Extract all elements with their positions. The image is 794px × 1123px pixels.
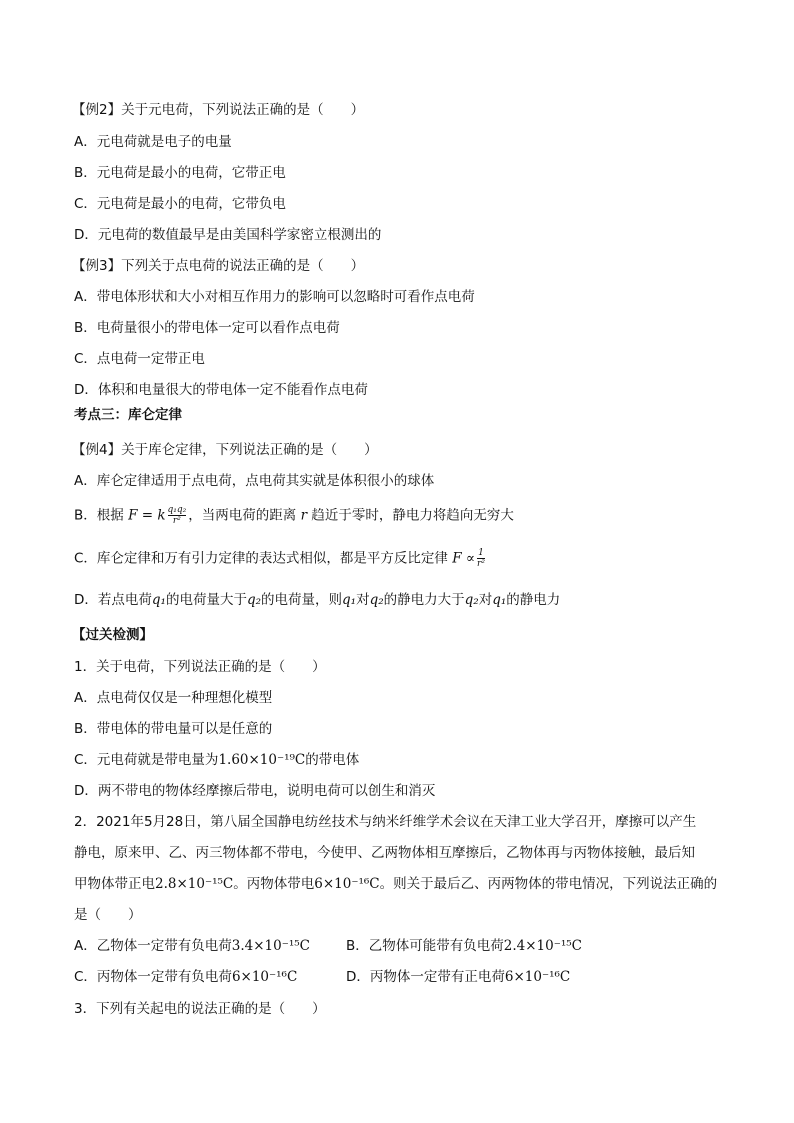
question-2-options-row-1	[74, 936, 310, 956]
proportional-formula: F ∝	[452, 550, 476, 567]
inverse-square-fraction	[477, 548, 485, 569]
option-c-suffix: 的带电体	[305, 752, 360, 768]
charge-value: 2.8×10⁻¹⁵C	[155, 876, 234, 892]
fraction-denominator: r²	[477, 559, 485, 569]
question-2-option-c	[74, 967, 297, 987]
example-2-stem: 【例2】关于元电荷，下列说法正确的是（ ）	[72, 102, 365, 118]
option-b-suffix: 趋近于零时，静电力将趋向无穷大	[311, 507, 514, 524]
example-2-option-a: A．元电荷就是电子的电量	[74, 134, 232, 150]
question-2-line-4: 是（ ）	[74, 907, 142, 923]
option-text: C．丙物体一定带有负电荷	[74, 969, 232, 985]
example-3-option-a: A．带电体形状和大小对相互作用力的影响可以忽略时可看作点电荷	[74, 289, 475, 305]
option-d-part: 的静电力大于	[383, 592, 465, 608]
example-4-stem: 【例4】关于库仑定律，下列说法正确的是（ ）	[72, 442, 378, 458]
option-text: A．乙物体一定带有负电荷	[74, 938, 232, 954]
example-4-option-b	[74, 505, 514, 526]
question-3-stem: 3．下列有关起电的说法正确的是（ ）	[74, 1001, 326, 1017]
question-2-line-3	[74, 874, 717, 894]
question-1-option-d: D．两不带电的物体经摩擦后带电，说明电荷可以创生和消灭	[74, 783, 436, 799]
fraction-numerator: 1	[478, 548, 484, 558]
example-3-stem: 【例3】下列关于点电荷的说法正确的是（ ）	[72, 258, 365, 274]
fraction-denominator: r²	[172, 516, 181, 526]
charge-symbol: q₁	[342, 592, 357, 608]
question-2-option-d	[346, 967, 570, 987]
question-2-option-a	[74, 938, 310, 954]
line-3-part: 。丙物体带电	[233, 876, 315, 892]
example-3-option-b: B．电荷量很小的带电体一定可以看作点电荷	[74, 320, 340, 336]
option-c-text: C．库仑定律和万有引力定律的表达式相似，都是平方反比定律	[74, 550, 448, 567]
charge-value: 1.60×10⁻¹⁹C	[218, 752, 306, 768]
charge-value: 3.4×10⁻¹⁵C	[231, 938, 310, 954]
charge-symbol: q₁	[492, 592, 507, 608]
example-3-option-c: C．点电荷一定带正电	[74, 351, 205, 367]
charge-value: 6×10⁻¹⁶C	[504, 969, 571, 985]
charge-symbol: q₁	[151, 592, 166, 608]
question-1-option-a: A．点电荷仅仅是一种理想化模型	[74, 690, 273, 706]
option-d-part: 的电荷量，则	[261, 592, 343, 608]
question-2-line-1: 2．2021年5月28日，第八届全国静电纺丝技术与纳米纤维学术会议在天津工业大学召开，摩擦可以产生	[74, 814, 697, 830]
question-1-option-b: B．带电体的带电量可以是任意的	[74, 721, 273, 737]
option-text: D．丙物体一定带有正电荷	[346, 969, 505, 985]
example-4-option-c	[74, 548, 487, 569]
question-1-option-c	[74, 750, 359, 770]
line-3-part: 甲物体带正电	[74, 876, 155, 892]
coulomb-formula-lhs: F = k	[128, 507, 166, 524]
question-1-stem: 1．关于电荷，下列说法正确的是（ ）	[74, 659, 326, 675]
charge-symbol: q₂	[464, 592, 479, 608]
option-text: B．乙物体可能带有负电荷	[346, 938, 504, 954]
fraction-numerator: q₁q₂	[167, 505, 187, 515]
example-4-option-d	[74, 590, 560, 610]
option-b-prefix: B．根据	[74, 507, 124, 524]
line-3-part: 。则关于最后乙、丙两物体的带电情况，下列说法正确的	[379, 876, 718, 892]
charge-value: 6×10⁻¹⁶C	[231, 969, 298, 985]
question-2-line-2: 静电，原来甲、乙、丙三物体都不带电，今使甲、乙两物体相互摩擦后，乙物体再与丙物体接触，最后知	[74, 845, 695, 861]
option-c-prefix: C．元电荷就是带电量为	[74, 752, 219, 768]
example-4-option-a: A．库仑定律适用于点电荷，点电荷其实就是体积很小的球体	[74, 473, 435, 489]
option-d-part: 对	[356, 592, 370, 608]
distance-symbol: r	[300, 507, 308, 524]
section-heading-coulomb: 考点三：库仑定律	[74, 407, 182, 423]
option-d-part: D．若点电荷	[74, 592, 152, 608]
charge-symbol: q₂	[246, 592, 262, 608]
example-2-option-b: B．元电荷是最小的电荷，它带正电	[74, 165, 286, 181]
option-b-middle: ，当两电荷的距离	[188, 507, 297, 524]
charge-symbol: q₂	[369, 592, 384, 608]
question-2-option-b	[346, 936, 582, 956]
charge-value: 2.4×10⁻¹⁵C	[503, 938, 583, 954]
check-section-title: 【过关检测】	[72, 627, 153, 643]
option-d-part: 的电荷量大于	[165, 592, 247, 608]
example-2-option-d: D．元电荷的数值最早是由美国科学家密立根测出的	[74, 227, 382, 243]
coulomb-fraction	[168, 505, 187, 526]
option-d-part: 对	[478, 592, 493, 608]
example-2-option-c: C．元电荷是最小的电荷，它带负电	[74, 196, 286, 212]
example-3-option-d: D．体积和电量很大的带电体一定不能看作点电荷	[74, 382, 368, 398]
charge-value: 6×10⁻¹⁶C	[314, 876, 380, 892]
option-d-part: 的静电力	[506, 592, 561, 608]
